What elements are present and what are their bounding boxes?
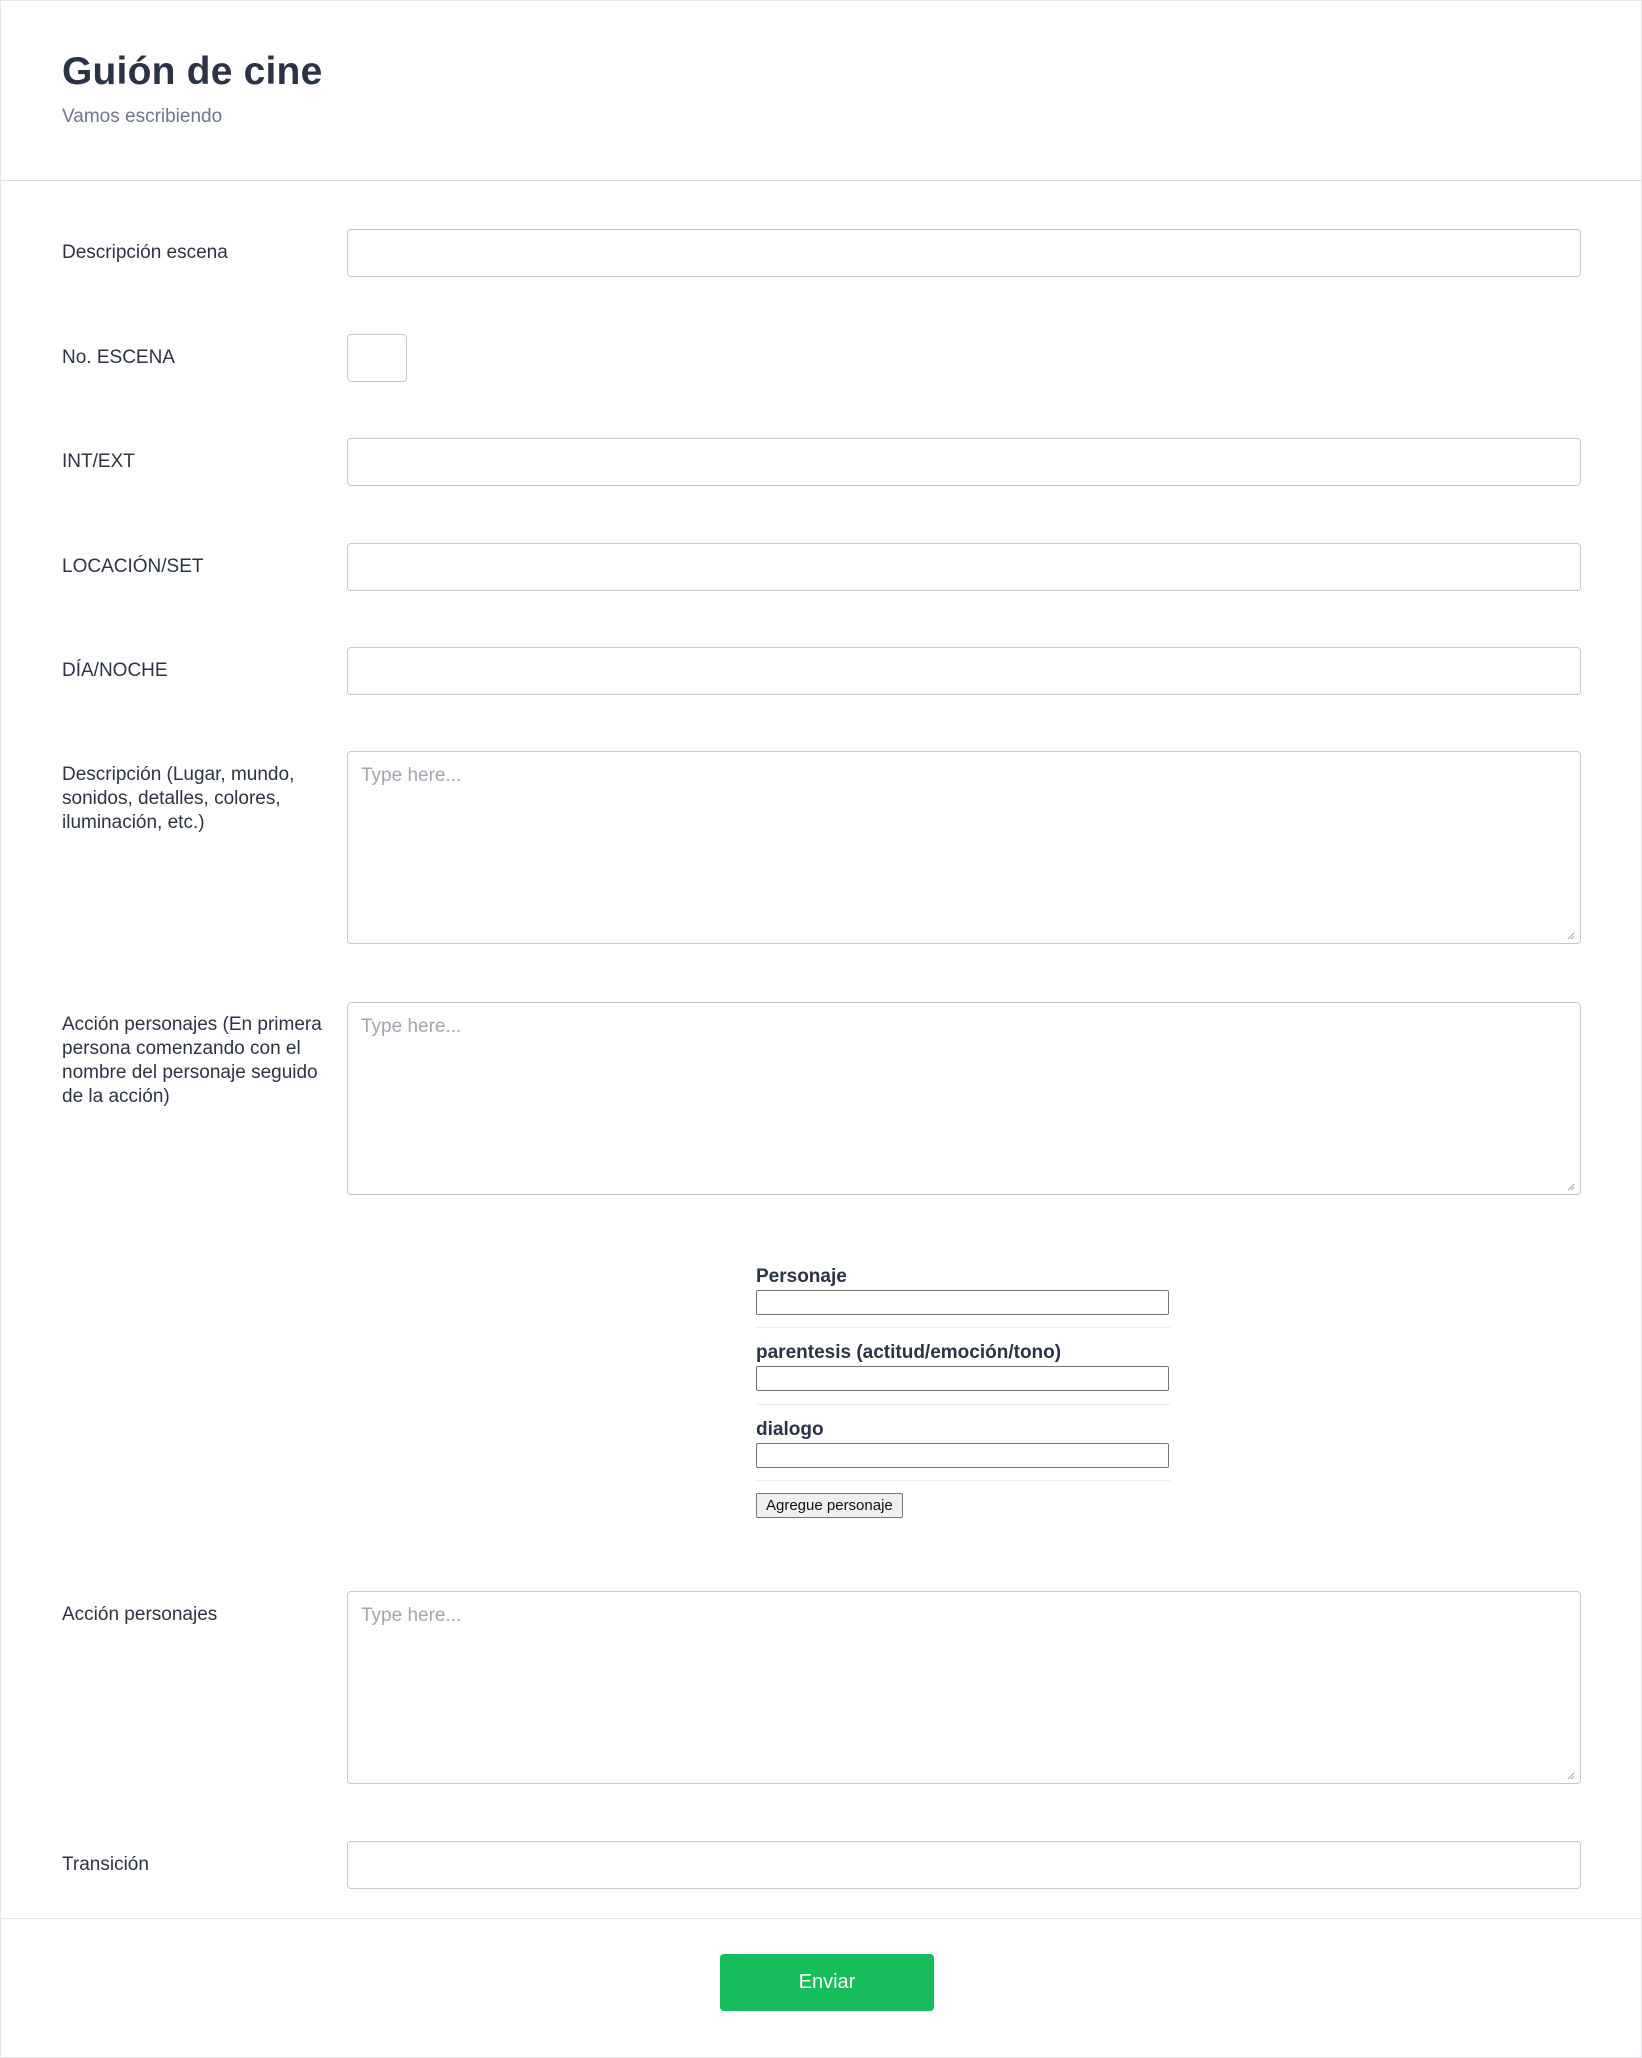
personaje-divider (756, 1327, 1171, 1328)
transicion-label: Transición (62, 1854, 149, 1875)
form-header (0, 0, 1642, 181)
personaje-label: Personaje (756, 1266, 847, 1287)
dia-noche-label: DÍA/NOCHE (62, 660, 168, 681)
descripcion-escena-input[interactable] (347, 229, 1581, 277)
descripcion-textarea[interactable] (347, 751, 1581, 944)
resize-grip-icon[interactable] (1565, 930, 1575, 940)
personaje-input[interactable] (756, 1290, 1169, 1315)
resize-grip-icon[interactable] (1565, 1770, 1575, 1780)
descripcion-escena-label: Descripción escena (62, 242, 228, 263)
footer-divider (0, 1918, 1642, 1919)
form-subtitle: Vamos escribiendo (62, 106, 223, 127)
resize-grip-icon[interactable] (1565, 1181, 1575, 1191)
descripcion-label: Descripción (Lugar, mundo, sonidos, detalles, colores, iluminación, etc.) (62, 764, 295, 833)
no-escena-label: No. ESCENA (62, 347, 175, 368)
locacion-set-input[interactable] (347, 543, 1581, 591)
int-ext-label: INT/EXT (62, 451, 135, 472)
int-ext-input[interactable] (347, 438, 1581, 486)
accion-personajes-long-label: Acción personajes (En primera persona comenzando con el nombre del personaje seguido de la acción) (62, 1014, 322, 1107)
dialogo-label: dialogo (756, 1419, 824, 1440)
parentesis-label: parentesis (actitud/emoción/tono) (756, 1342, 1062, 1363)
add-personaje-button[interactable]: Agregue personaje (756, 1493, 903, 1518)
dialogo-input[interactable] (756, 1443, 1169, 1468)
submit-button[interactable]: Enviar (720, 1954, 934, 2011)
no-escena-input[interactable] (347, 334, 407, 382)
dialogo-divider (756, 1480, 1171, 1481)
accion-personajes-textarea[interactable] (347, 1591, 1581, 1784)
accion-personajes-long-textarea[interactable] (347, 1002, 1581, 1195)
parentesis-divider (756, 1404, 1171, 1405)
parentesis-input[interactable] (756, 1366, 1169, 1391)
form-title: Guión de cine (62, 50, 323, 93)
accion-personajes-label: Acción personajes (62, 1604, 218, 1625)
transicion-input[interactable] (347, 1841, 1581, 1889)
dia-noche-input[interactable] (347, 647, 1581, 695)
locacion-set-label: LOCACIÓN/SET (62, 556, 204, 577)
